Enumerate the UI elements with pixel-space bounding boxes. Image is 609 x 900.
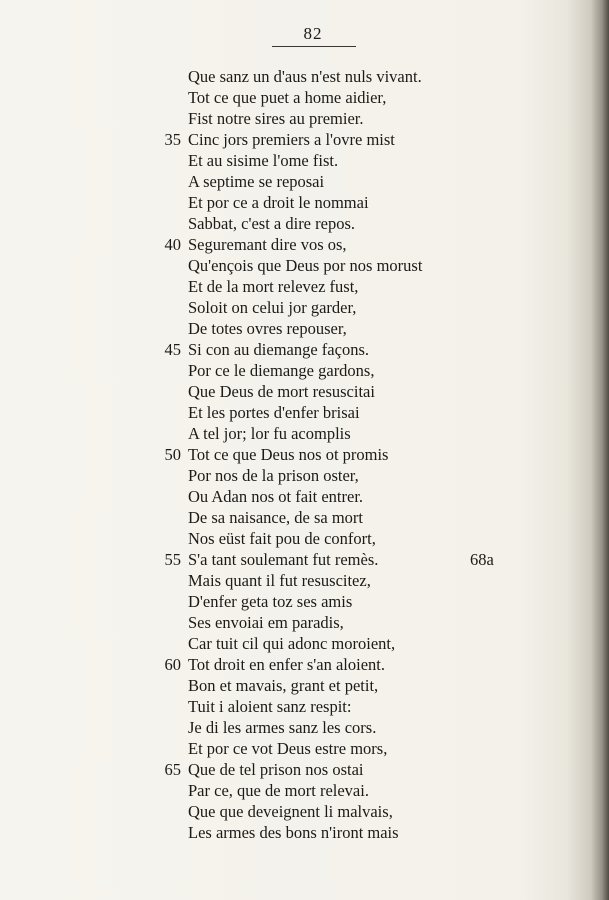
line-number: 35 — [164, 130, 181, 149]
verse-text: Por ce le diemange gardons, — [188, 361, 375, 380]
verse-line — [0, 633, 609, 654]
verse-text: Par ce, que de mort relevai. — [188, 781, 369, 800]
verse-line — [0, 822, 609, 843]
header-rule — [272, 46, 356, 47]
verse-line — [0, 444, 609, 465]
verse-line — [0, 591, 609, 612]
verse-text: Nos eüst fait pou de confort, — [188, 529, 376, 548]
verse-line — [0, 318, 609, 339]
line-number: 65 — [164, 760, 181, 779]
verse-line — [0, 465, 609, 486]
verse-text: Tuit i aloient sanz respit: — [188, 697, 352, 716]
verse-text: Les armes des bons n'iront mais — [188, 823, 399, 842]
verse-text: Por nos de la prison oster, — [188, 466, 359, 485]
verse-text: Tot ce que Deus nos ot promis — [188, 445, 389, 464]
verse-text: Cinc jors premiers a l'ovre mist — [188, 130, 395, 149]
verse-text: Si con au diemange façons. — [188, 340, 369, 359]
verse-line — [0, 381, 609, 402]
verse-text: Je di les armes sanz les cors. — [188, 718, 377, 737]
verse-line — [0, 339, 609, 360]
verse-text: A septime se reposai — [188, 172, 325, 191]
verse-text: De totes ovres repouser, — [188, 319, 347, 338]
verse-text: S'a tant soulemant fut remès. — [188, 550, 379, 569]
verse-line — [0, 192, 609, 213]
verse-line — [0, 423, 609, 444]
folio-margin-note: 68a — [470, 550, 494, 569]
verse-line — [0, 528, 609, 549]
verse-text: Soloit on celui jor garder, — [188, 298, 357, 317]
verse-line — [0, 612, 609, 633]
verse-text: Ou Adan nos ot fait entrer. — [188, 487, 364, 506]
verse-line — [0, 297, 609, 318]
verse-text: Que que deveignent li malvais, — [188, 802, 393, 821]
verse-text: Sabbat, c'est a dire repos. — [188, 214, 355, 233]
verse-text: De sa naisance, de sa mort — [188, 508, 364, 527]
verse-text: Tot ce que puet a home aidier, — [188, 88, 387, 107]
verse-line — [0, 402, 609, 423]
verse-line — [0, 150, 609, 171]
verse-line — [0, 696, 609, 717]
verse-text: Et por ce vot Deus estre mors, — [188, 739, 388, 758]
verse-line — [0, 129, 609, 150]
verse-text: Que de tel prison nos ostai — [188, 760, 364, 779]
verse-text: Fist notre sires au premier. — [188, 109, 364, 128]
verse-text: Et les portes d'enfer brisai — [188, 403, 360, 422]
verse-line — [0, 507, 609, 528]
verse-line — [0, 255, 609, 276]
verse-text: Seguremant dire vos os, — [188, 235, 347, 254]
verse-text: Et de la mort relevez fust, — [188, 277, 359, 296]
verse-line — [0, 801, 609, 822]
verse-text: Ses envoiai em paradis, — [188, 613, 344, 632]
verse-line — [0, 108, 609, 129]
verse-text: Et por ce a droit le nommai — [188, 193, 369, 212]
verse-line — [0, 171, 609, 192]
verse-line — [0, 234, 609, 255]
line-number: 50 — [164, 445, 181, 464]
verse-line — [0, 654, 609, 675]
verse-text: Car tuit cil qui adonc moroient, — [188, 634, 396, 653]
verse-text: Mais quant il fut resuscitez, — [188, 571, 371, 590]
verse-line — [0, 87, 609, 108]
verse-line — [0, 738, 609, 759]
verse-text: Qu'ençois que Deus por nos morust — [188, 256, 423, 275]
verse-text: Et au sisime l'ome fist. — [188, 151, 339, 170]
verse-line — [0, 717, 609, 738]
line-number: 40 — [164, 235, 181, 254]
verse-line — [0, 759, 609, 780]
verse-line — [0, 570, 609, 591]
verse-line — [0, 486, 609, 507]
verse-text: Que Deus de mort resuscitai — [188, 382, 375, 401]
verse-text: D'enfer geta toz ses amis — [188, 592, 353, 611]
page-number: 82 — [303, 24, 323, 43]
verse-line — [0, 675, 609, 696]
verse-line — [0, 66, 609, 87]
verse-text: Bon et mavais, grant et petit, — [188, 676, 379, 695]
verse-line — [0, 276, 609, 297]
verse-line — [0, 360, 609, 381]
line-number: 55 — [164, 550, 181, 569]
line-number: 45 — [164, 340, 181, 359]
verse-line — [0, 213, 609, 234]
verse-line — [0, 549, 609, 570]
line-number: 60 — [164, 655, 181, 674]
verse-text: Tot droit en enfer s'an aloient. — [188, 655, 386, 674]
verse-line — [0, 780, 609, 801]
verse-text: A tel jor; lor fu acomplis — [188, 424, 351, 443]
verse-text: Que sanz un d'aus n'est nuls vivant. — [188, 67, 422, 86]
